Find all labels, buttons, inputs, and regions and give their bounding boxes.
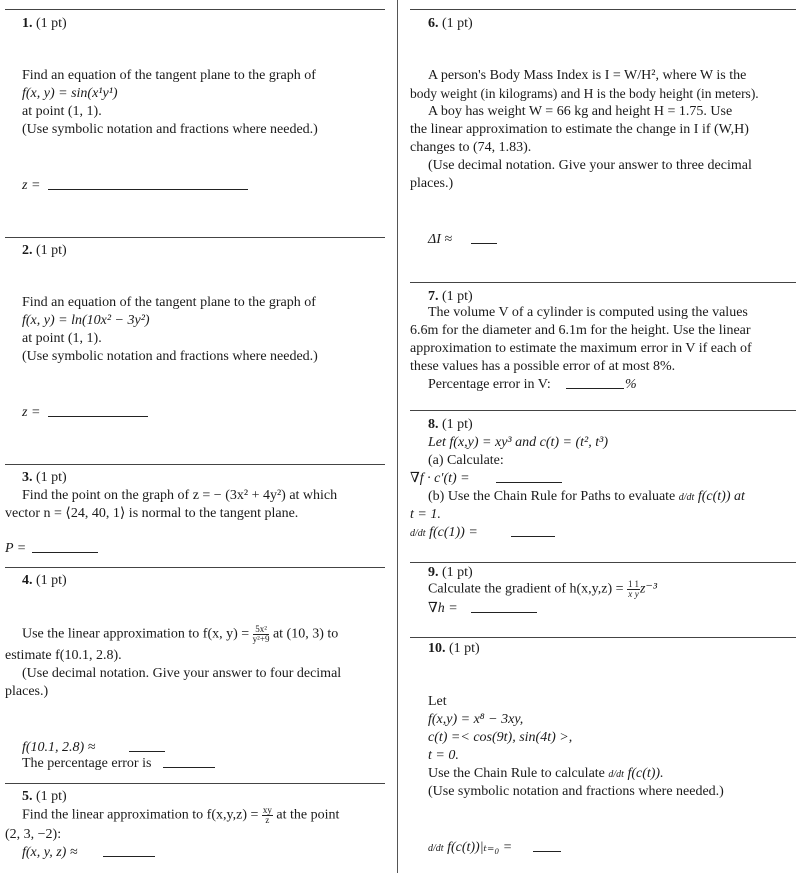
rule — [5, 237, 385, 238]
problem-4-text-cont: estimate f(10.1, 2.8). — [5, 648, 122, 663]
problem-5-header: 5. (1 pt) — [22, 789, 67, 804]
problem-8-grad-label: ∇f · c′(t) = — [410, 471, 470, 486]
problem-8-answer-input[interactable] — [511, 524, 555, 537]
problem-4-answer-input[interactable] — [129, 739, 165, 752]
problem-6-text-5: changes to (74, 1.83). — [410, 140, 532, 155]
problem-10-t-value: t = 0. — [428, 748, 459, 763]
problem-4-fraction: $\frac{\text{5x²}}{\text{y²+9}}$ — [252, 624, 270, 644]
rule — [5, 567, 385, 568]
rule — [410, 282, 796, 283]
problem-5-answer-input[interactable] — [103, 844, 155, 857]
problem-3-answer-label: P = — [5, 541, 27, 556]
rule — [410, 637, 796, 638]
problem-10-instruction: Use the Chain Rule to calculate d/dt f(c(t)). — [428, 766, 664, 781]
problem-4-percent-input[interactable] — [163, 755, 215, 768]
problem-3-text: Find the point on the graph of z = − (3x² + 4y²) at which — [22, 488, 338, 503]
rule — [5, 9, 385, 10]
problem-5-text: Find the linear approximation to f(x,y,z) = $\frac{xy}{z}$ at the point — [22, 805, 340, 825]
problem-1-note: (Use symbolic notation and fractions where needed.) — [22, 122, 318, 137]
rule — [5, 783, 385, 784]
problem-7-text-4: these values has a possible error of at most 8%. — [410, 359, 676, 374]
problem-4-text: Use the linear approximation to f(x, y) = $\frac{\text{5x²}}{\text{y²+9}}$ at (10, 3) to — [22, 624, 339, 644]
problem-2-note: (Use symbolic notation and fractions where needed.) — [22, 349, 318, 364]
problem-7-text-3: approximation to estimate the maximum error in V if each of — [410, 341, 752, 356]
problem-2-point: at point (1, 1). — [22, 331, 102, 346]
problem-7-percent-suffix: % — [625, 377, 637, 392]
problem-9-header: 9. (1 pt) — [428, 565, 473, 580]
problem-7-text-2: 6.6m for the diameter and 6.1m for the height. Use the linear — [410, 323, 751, 338]
problem-8-answer-label: d/dt f(c(1)) = — [410, 525, 478, 540]
problem-6-text-4: the linear approximation to estimate the change in I if (W,H) — [410, 122, 749, 137]
problem-4-note: (Use decimal notation. Give your answer to four decimal — [22, 666, 342, 681]
column-divider — [397, 0, 398, 873]
problem-2-text: Find an equation of the tangent plane to the graph of — [22, 295, 316, 310]
problem-10-header: 10. (1 pt) — [428, 641, 480, 656]
problem-10-answer-input[interactable] — [533, 839, 561, 852]
problem-9-answer-input[interactable] — [471, 600, 537, 613]
problem-10-path: c(t) =< cos(9t), sin(4t) >, — [428, 730, 573, 745]
problem-4-header: 4. (1 pt) — [22, 573, 67, 588]
problem-8-text: Let f(x,y) = xy³ and c(t) = (t², t³) — [428, 435, 608, 450]
problem-10-function: f(x,y) = x⁸ − 3xy, — [428, 712, 524, 727]
problem-6-text-3: A boy has weight W = 66 kg and height H = 1.75. Use — [428, 104, 733, 119]
problem-9-answer-label: ∇h = — [428, 601, 458, 616]
problem-4-note-cont: places.) — [5, 684, 49, 699]
problem-2-function: f(x, y) = ln(10x² − 3y²) — [22, 313, 150, 328]
problem-9-frac-y: $\frac{1}{y}$ — [634, 579, 640, 599]
problem-10-answer-label: d/dt f(c(t))|ₜ₌₀ = — [428, 840, 513, 855]
problem-1-answer-label: z = — [22, 178, 41, 193]
problem-3-text-cont: vector n = ⟨24, 40, 1⟩ is normal to the tangent plane. — [5, 506, 299, 521]
problem-2-answer-label: z = — [22, 405, 41, 420]
problem-7-answer-label: Percentage error in V: — [428, 377, 551, 392]
problem-8-header: 8. (1 pt) — [428, 417, 473, 432]
problem-8-deriv: d/dt — [678, 492, 695, 503]
problem-7-answer-input[interactable] — [566, 376, 624, 389]
problem-3-header: 3. (1 pt) — [22, 470, 67, 485]
problem-8-part-a: (a) Calculate: — [428, 453, 504, 468]
left-column — [0, 0, 390, 873]
problem-10-deriv-b: d/dt — [428, 843, 444, 854]
problem-3-answer-input[interactable] — [32, 540, 98, 553]
problem-4-answer-label: f(10.1, 2.8) ≈ — [22, 740, 96, 755]
problem-6-answer-label: ΔI ≈ — [428, 232, 453, 247]
problem-10-deriv: d/dt — [608, 769, 624, 780]
problem-10-note: (Use symbolic notation and fractions where needed.) — [428, 784, 724, 799]
problem-8-part-b: (b) Use the Chain Rule for Paths to evaluate d/dt f(c(t)) at — [428, 489, 745, 504]
problem-10-let: Let — [428, 694, 447, 709]
problem-1-point: at point (1, 1). — [22, 104, 102, 119]
problem-6-note: (Use decimal notation. Give your answer to three decimal — [428, 158, 752, 173]
problem-5-text-cont: (2, 3, −2): — [5, 827, 62, 842]
problem-9-text: Calculate the gradient of h(x,y,z) = $\frac{1}{x}$ $\frac{1}{y}$ z⁻³ — [428, 579, 658, 599]
problem-6-text-2: body weight (in kilograms) and H is the body height (in meters). — [410, 86, 759, 101]
problem-6-header: 6. (1 pt) — [428, 16, 473, 31]
problem-6-note-cont: places.) — [410, 176, 454, 191]
problem-1-text: Find an equation of the tangent plane to the graph of — [22, 68, 316, 83]
problem-9-frac-x: $\frac{1}{x}$ — [628, 579, 633, 599]
problem-5-answer-label: f(x, y, z) ≈ — [22, 845, 78, 860]
rule — [410, 410, 796, 411]
problem-1-function: f(x, y) = sin(x¹y¹) — [22, 86, 118, 101]
problem-6-text: A person's Body Mass Index is I = W/H², where W is the — [428, 68, 747, 83]
problem-8-deriv-b: d/dt — [410, 528, 426, 539]
problem-5-fraction: $\frac{xy}{z}$ — [262, 805, 272, 825]
problem-8-grad-input[interactable] — [496, 470, 562, 483]
problem-7-text: The volume V of a cylinder is computed using the values — [428, 305, 748, 320]
problem-7-header: 7. (1 pt) — [428, 289, 473, 304]
right-column — [403, 0, 799, 873]
problem-6-answer-input[interactable] — [471, 231, 497, 244]
problem-1-header: 1. (1 pt) — [22, 16, 67, 31]
rule — [5, 464, 385, 465]
problem-4-percent-label: The percentage error is — [22, 756, 152, 771]
problem-1-answer-input[interactable] — [48, 177, 248, 190]
problem-8-t-value: t = 1. — [410, 507, 441, 522]
rule — [410, 9, 796, 10]
problem-2-header: 2. (1 pt) — [22, 243, 67, 258]
rule — [410, 562, 796, 563]
problem-2-answer-input[interactable] — [48, 404, 148, 417]
